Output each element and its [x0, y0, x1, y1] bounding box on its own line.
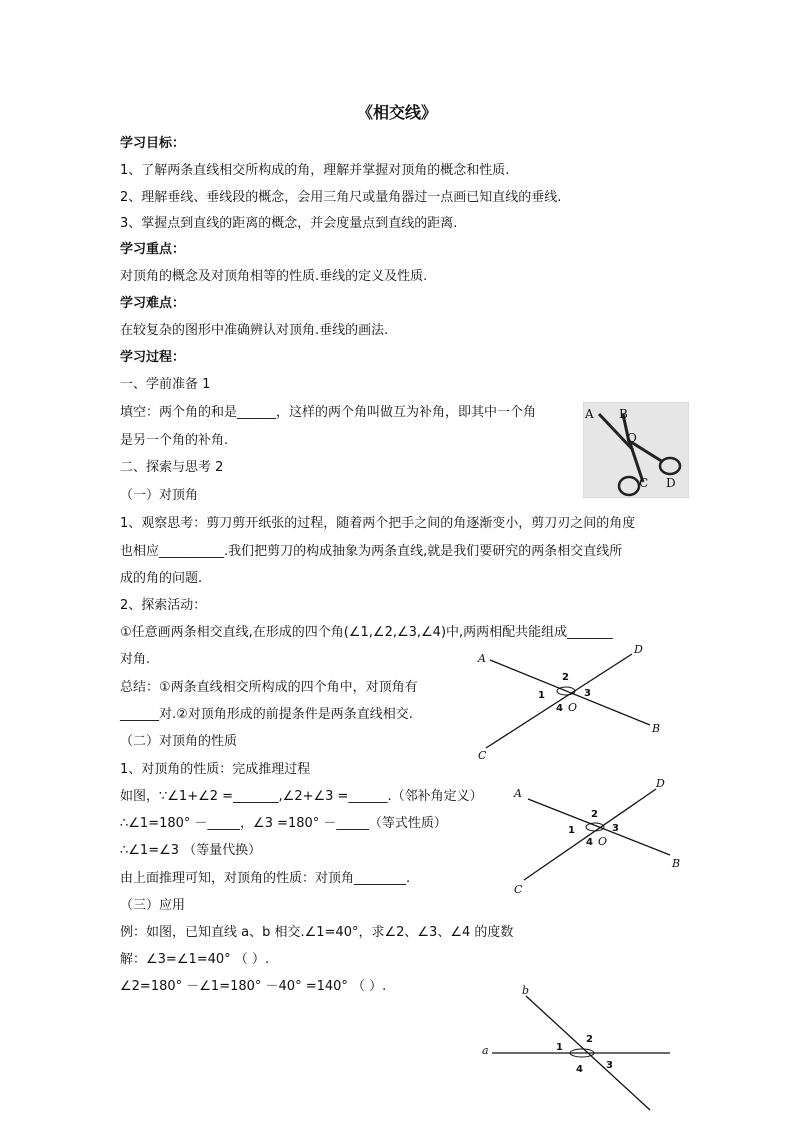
page-title: 《相交线》 — [356, 103, 437, 122]
line-label-a: a — [482, 1044, 489, 1057]
scissors-label-c: C — [639, 476, 649, 490]
scissors-label-a: A — [585, 407, 594, 421]
point-label-o: O — [598, 835, 608, 848]
text-line: 一、学前准备 1 — [120, 377, 211, 392]
scissors-label-d: D — [666, 476, 676, 490]
angle-label-3: 3 — [584, 688, 591, 699]
scissors-label-b: B — [619, 407, 628, 421]
section-heading-process: 学习过程： — [120, 350, 186, 365]
angle-label-1: 1 — [538, 690, 545, 701]
section-heading-difficulties: 学习难点： — [120, 296, 186, 311]
text-line: 解：∠3=∠1=40° （ ）. — [120, 952, 270, 967]
text-line: 对角. — [120, 652, 151, 667]
text-line: 成的角的问题. — [120, 571, 203, 586]
point-label-b: B — [652, 722, 661, 735]
text-line: ∴∠1=180° －_____，∠3 =180° －_____（等式性质） — [120, 816, 447, 831]
point-label-a: A — [478, 652, 486, 665]
line-cd — [524, 789, 656, 880]
line-ab — [490, 660, 650, 725]
text-line: 2、探索活动： — [120, 598, 207, 613]
point-label-c: C — [514, 883, 523, 896]
point-label-o: O — [568, 701, 578, 714]
point-label-b: B — [672, 857, 681, 870]
point-label-c: C — [478, 749, 487, 762]
angle-label-3: 3 — [612, 823, 619, 834]
angle-label-2: 2 — [586, 1034, 593, 1045]
line-cd — [486, 654, 632, 748]
text-line: （一）对顶角 — [120, 488, 199, 503]
text-line: ∴∠1=∠3 （等量代换） — [120, 843, 262, 858]
text-line: 1、对顶角的性质：完成推理过程 — [120, 762, 311, 777]
angle-label-1: 1 — [568, 825, 575, 836]
text-line: （二）对顶角的性质 — [120, 734, 238, 749]
text-line: 是另一个角的补角. — [120, 433, 229, 448]
text-line: 总结：①两条直线相交所构成的四个角中，对顶角有 — [120, 680, 418, 695]
intersecting-lines-figure-2 — [508, 775, 688, 900]
text-line: 2、理解垂线、垂线段的概念，会用三角尺或量角器过一点画已知直线的垂线. — [120, 190, 562, 205]
angle-label-4: 4 — [586, 837, 593, 848]
text-line: ∠2=180° －∠1=180° －40° =140° （ ）. — [120, 979, 387, 994]
angle-label-2: 2 — [562, 672, 569, 683]
text-line: 也相应__________.我们把剪刀的构成抽象为两条直线,就是我们要研究的两条相交直线所 — [120, 544, 623, 559]
section-heading-objectives: 学习目标： — [120, 136, 186, 151]
point-label-d: D — [634, 643, 643, 656]
text-line: 1、了解两条直线相交所构成的角，理解并掌握对顶角的概念和性质. — [120, 163, 510, 178]
point-label-a: A — [514, 787, 522, 800]
text-line: ①任意画两条相交直线,在形成的四个角(∠1,∠2,∠3,∠4)中,两两相配共能组成_______ — [120, 625, 613, 640]
text-line: ______对.②对顶角形成的前提条件是两条直线相交. — [120, 707, 413, 722]
text-line: 1、观察思考：剪刀剪开纸张的过程，随着两个把手之间的角逐渐变小，剪刀刃之间的角度 — [120, 516, 636, 531]
intersecting-lines-figure-1 — [470, 640, 670, 765]
scissors-label-o: O — [627, 431, 637, 445]
text-line: 3、掌握点到直线的距离的概念，并会度量点到直线的距离. — [120, 216, 458, 231]
text-line: （三）应用 — [120, 898, 186, 913]
angle-label-1: 1 — [556, 1042, 563, 1053]
line-label-b: b — [522, 984, 530, 997]
angle-label-4: 4 — [576, 1064, 583, 1075]
text-line: 例：如图，已知直线 a、b 相交.∠1=40°，求∠2、∠3、∠4 的度数 — [120, 925, 514, 940]
text-line: 二、探索与思考 2 — [120, 460, 224, 475]
section-heading-key-points: 学习重点： — [120, 242, 186, 257]
text-line: 填空：两个角的和是______，这样的两个角叫做互为补角，即其中一个角 — [120, 405, 537, 420]
angle-label-4: 4 — [556, 703, 563, 714]
angle-label-2: 2 — [591, 809, 598, 820]
intersecting-lines-figure-3 — [478, 982, 678, 1114]
text-line: 由上面推理可知，对顶角的性质：对顶角________. — [120, 871, 411, 886]
point-label-d: D — [656, 777, 665, 790]
text-line: 如图，∵∠1+∠2 =_______,∠2+∠3 =______.（邻补角定义） — [120, 789, 483, 804]
text-line: 对顶角的概念及对顶角相等的性质.垂线的定义及性质. — [120, 269, 428, 284]
scissors-figure — [583, 402, 689, 498]
angle-label-3: 3 — [606, 1060, 613, 1071]
text-line: 在较复杂的图形中准确辨认对顶角.垂线的画法. — [120, 323, 389, 338]
